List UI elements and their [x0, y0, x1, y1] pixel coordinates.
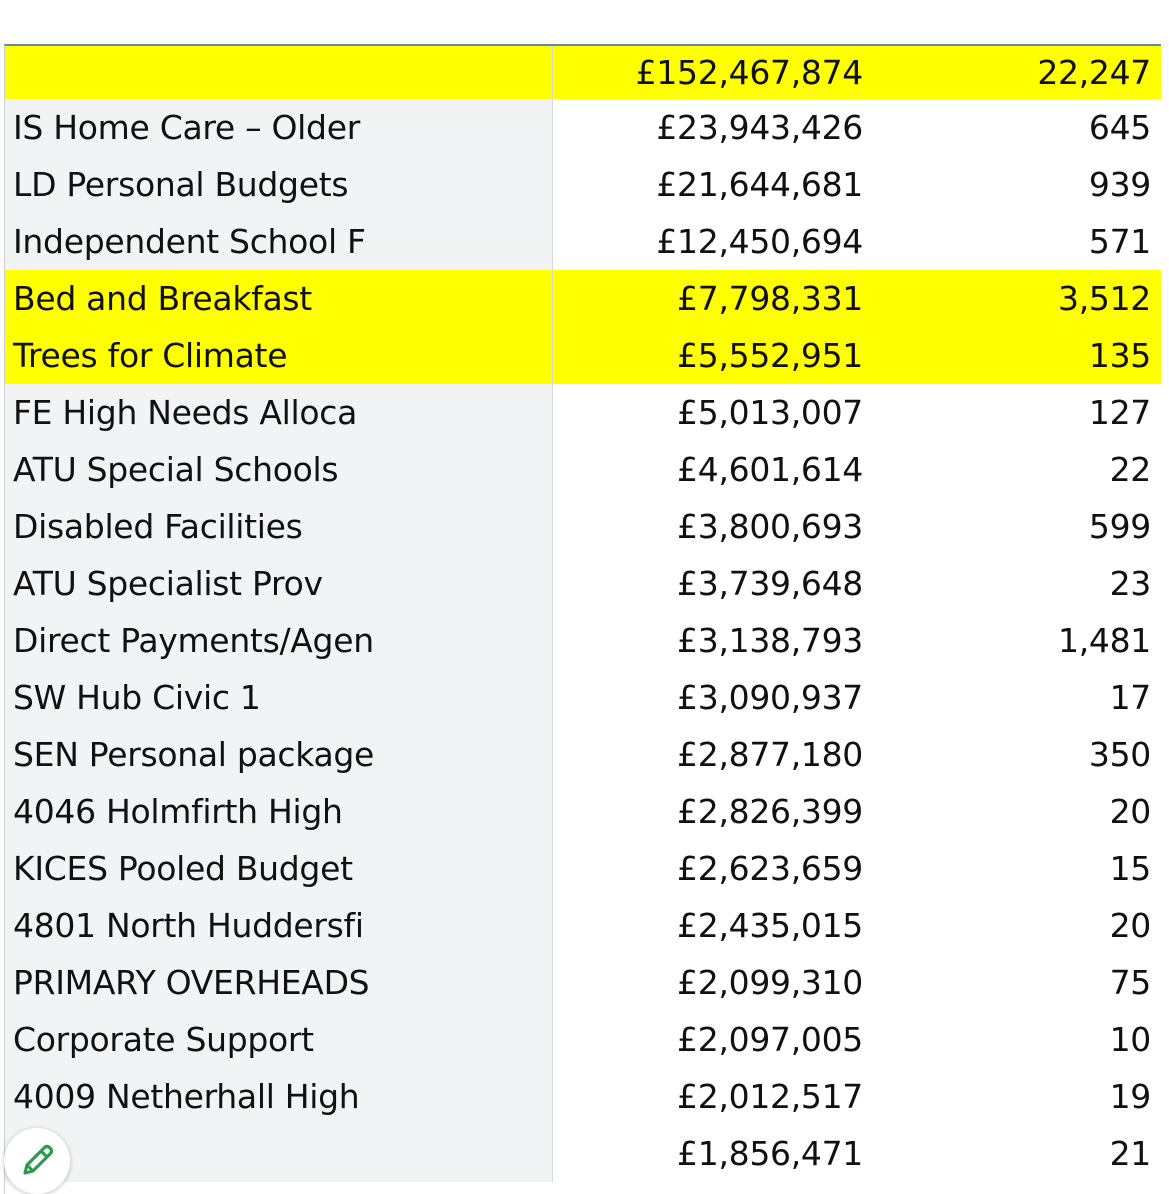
amount-cell[interactable]: £5,552,951 [553, 327, 864, 384]
table-body [5, 99, 1161, 1182]
name-cell[interactable]: PRIMARY OVERHEADS [5, 954, 553, 1011]
amount-cell[interactable]: £23,943,426 [656, 108, 863, 147]
name-cell[interactable]: Trees for Climate [5, 327, 553, 384]
total-row[interactable] [5, 46, 1161, 99]
count-cell[interactable]: 599 [1088, 507, 1151, 546]
table-row[interactable] [5, 441, 1161, 498]
table-row[interactable] [5, 726, 1161, 783]
name-cell[interactable]: FE High Needs Alloca [5, 384, 553, 441]
name-cell[interactable]: SEN Personal package [5, 726, 553, 783]
count-cell[interactable]: 939 [1088, 165, 1151, 204]
name-cell[interactable]: IS Home Care – Older [5, 99, 553, 156]
amount-cell[interactable]: £2,097,005 [677, 1020, 863, 1059]
amount-cell[interactable]: £3,800,693 [677, 507, 863, 546]
count-cell[interactable]: 571 [1088, 222, 1151, 261]
name-cell[interactable]: 4801 North Huddersfi [5, 897, 553, 954]
name-cell[interactable]: Corporate Support [5, 1011, 553, 1068]
count-cell[interactable]: 10 [1109, 1020, 1151, 1059]
amount-cell[interactable]: £7,798,331 [553, 270, 864, 327]
table-row[interactable] [5, 1125, 1161, 1182]
table-row[interactable] [5, 99, 1161, 156]
amount-cell[interactable]: £3,090,937 [677, 678, 863, 717]
table-row[interactable] [5, 498, 1161, 555]
amount-cell[interactable]: £5,013,007 [677, 393, 863, 432]
name-cell[interactable]: Direct Payments/Agen [5, 612, 553, 669]
name-cell[interactable]: 4009 Netherhall High [5, 1068, 553, 1125]
pencil-icon [17, 1141, 57, 1181]
table-row[interactable] [5, 1011, 1161, 1068]
total-name-cell[interactable] [5, 46, 553, 99]
name-cell[interactable]: Bed and Breakfast [5, 270, 553, 327]
amount-cell[interactable]: £2,099,310 [677, 963, 863, 1002]
count-cell[interactable]: 17 [1109, 678, 1151, 717]
count-cell[interactable]: 20 [1109, 792, 1151, 831]
count-cell[interactable]: 350 [1088, 735, 1151, 774]
count-cell[interactable]: 3,512 [864, 270, 1161, 327]
table-row[interactable] [5, 840, 1161, 897]
count-cell[interactable]: 135 [864, 327, 1161, 384]
count-cell[interactable]: 21 [1109, 1134, 1151, 1173]
name-cell[interactable]: ATU Special Schools [5, 441, 553, 498]
amount-cell[interactable]: £1,856,471 [677, 1134, 863, 1173]
count-cell[interactable]: 15 [1109, 849, 1151, 888]
table-row[interactable] [5, 783, 1161, 840]
amount-cell[interactable]: £3,138,793 [677, 621, 863, 660]
table-row[interactable] [5, 954, 1161, 1011]
amount-cell[interactable]: £2,623,659 [677, 849, 863, 888]
amount-cell[interactable]: £2,826,399 [677, 792, 863, 831]
amount-cell[interactable]: £21,644,681 [656, 165, 863, 204]
amount-cell[interactable]: £2,012,517 [677, 1077, 863, 1116]
name-cell[interactable]: 4046 Holmfirth High [5, 783, 553, 840]
amount-cell[interactable]: £4,601,614 [677, 450, 863, 489]
name-cell[interactable]: Independent School F [5, 213, 553, 270]
count-cell[interactable]: 20 [1109, 906, 1151, 945]
table-row[interactable] [5, 612, 1161, 669]
count-cell[interactable]: 75 [1109, 963, 1151, 1002]
table-row[interactable] [5, 384, 1161, 441]
amount-cell[interactable]: £12,450,694 [656, 222, 863, 261]
name-cell[interactable]: SW Hub Civic 1 [5, 669, 553, 726]
name-cell[interactable]: ATU Specialist Prov [5, 555, 553, 612]
count-cell[interactable]: 1,481 [1058, 621, 1151, 660]
edit-button[interactable] [4, 1128, 70, 1194]
name-cell[interactable] [5, 1125, 553, 1182]
amount-cell[interactable]: £2,435,015 [677, 906, 863, 945]
table-row[interactable] [5, 156, 1161, 213]
amount-cell[interactable]: £2,877,180 [677, 735, 863, 774]
total-amount-cell[interactable]: £152,467,874 [553, 46, 864, 99]
table-row[interactable] [5, 327, 1161, 384]
name-cell[interactable]: LD Personal Budgets [5, 156, 553, 213]
amount-cell[interactable]: £3,739,648 [677, 564, 863, 603]
table-row[interactable] [5, 270, 1161, 327]
table-row[interactable] [5, 1068, 1161, 1125]
table-row[interactable] [5, 897, 1161, 954]
name-cell[interactable]: Disabled Facilities [5, 498, 553, 555]
table-row[interactable] [5, 669, 1161, 726]
count-cell[interactable]: 127 [1088, 393, 1151, 432]
total-count-cell[interactable]: 22,247 [864, 46, 1161, 99]
name-cell[interactable]: KICES Pooled Budget [5, 840, 553, 897]
count-cell[interactable]: 22 [1109, 450, 1151, 489]
table-row[interactable] [5, 555, 1161, 612]
spreadsheet-table [4, 44, 1161, 1194]
count-cell[interactable]: 19 [1109, 1077, 1151, 1116]
count-cell[interactable]: 23 [1109, 564, 1151, 603]
count-cell[interactable]: 645 [1088, 108, 1151, 147]
table-row[interactable] [5, 213, 1161, 270]
